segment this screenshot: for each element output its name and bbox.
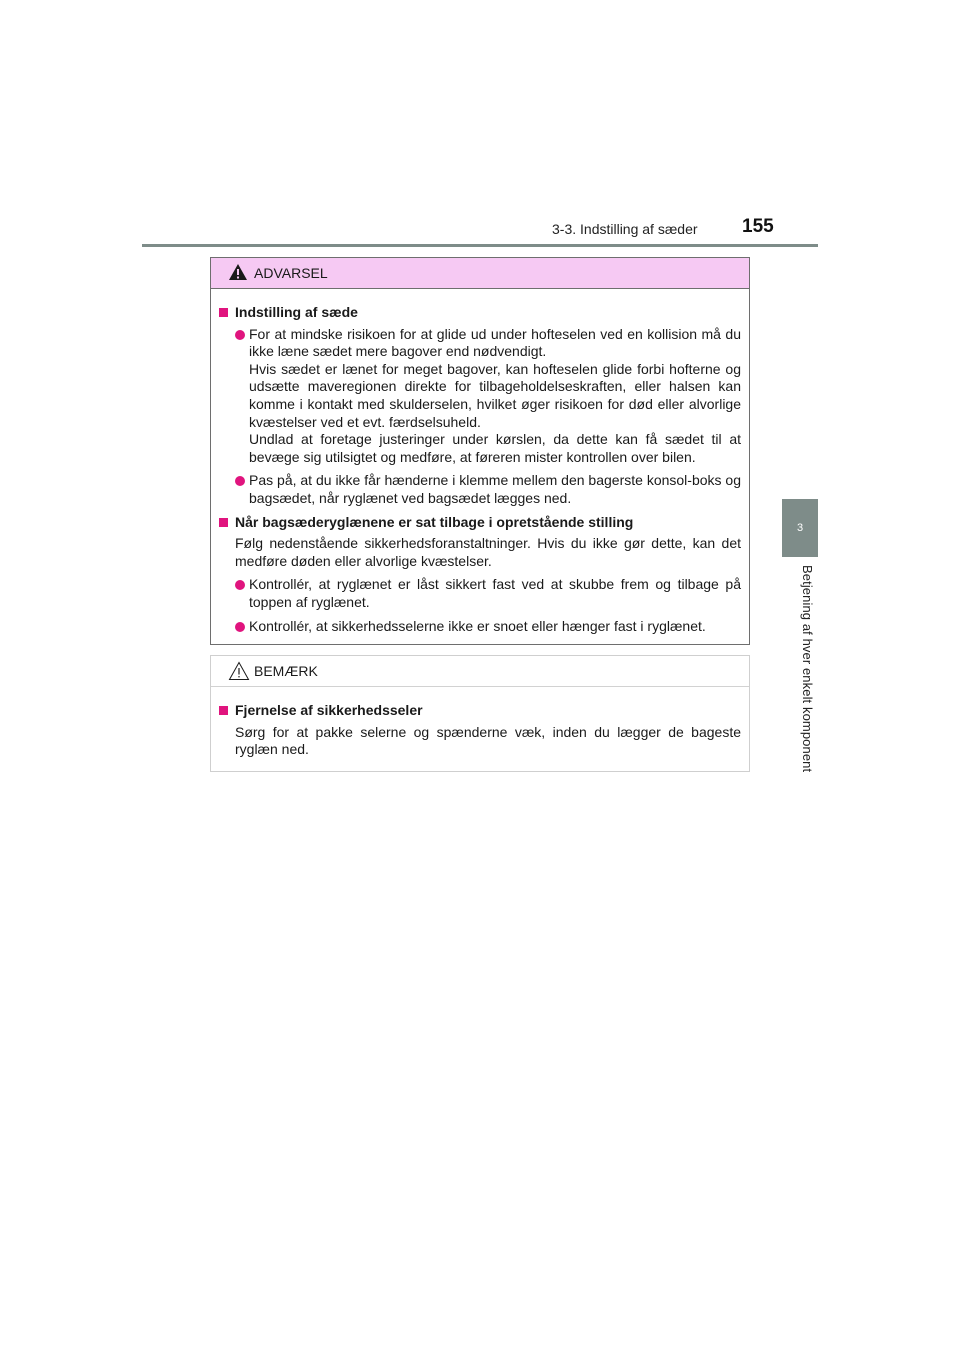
- page-number: 155: [742, 216, 774, 237]
- section-header: 3-3. Indstilling af sæder: [552, 221, 698, 237]
- warning-title: ADVARSEL: [254, 265, 328, 281]
- round-bullet-icon: [235, 476, 245, 486]
- bullet-paragraph: For at mindske risikoen for at glide ud under hofteselen ved en kollision må du ikke læne sædet mere bagover end nødvendigt.: [249, 325, 741, 360]
- round-bullet-icon: [235, 622, 245, 632]
- chapter-number: 3: [796, 522, 804, 534]
- warning-body: [211, 289, 749, 635]
- section-title: Indstilling af sæde: [235, 304, 358, 320]
- notice-body: [211, 687, 749, 759]
- notice-section-seatbelt-removal: [217, 702, 741, 759]
- bullet-item: [235, 326, 741, 467]
- caution-triangle-icon: [228, 661, 250, 681]
- section-title: Fjernelse af sikkerhedsseler: [235, 702, 423, 718]
- bullet-item: [235, 472, 741, 507]
- square-bullet-icon: [219, 518, 228, 527]
- warning-section-rear-seatback: [217, 514, 741, 636]
- warning-header: [211, 258, 749, 289]
- square-bullet-icon: [219, 308, 228, 317]
- bullet-item: [235, 618, 741, 636]
- chapter-title: Betjening af hver enkelt komponent: [800, 565, 815, 773]
- bullet-paragraph: Hvis sædet er lænet for meget bagover, kan hofteselen glide forbi hofterne og udsætte maveregionen direkte for tilbageholdelseskraften, eller halsen kan komme i kontakt med skulderselen, hvilket øger risikoen for død eller alvorlige kvæstelser ved et evt. færdselsuheld.: [249, 360, 741, 430]
- chapter-tab: [782, 499, 818, 557]
- square-bullet-icon: [219, 706, 228, 715]
- warning-section-seat-adjust: [217, 304, 741, 508]
- section-title: Når bagsæderyglænene er sat tilbage i opretstående stilling: [235, 513, 634, 530]
- bullet-paragraph: Undlad at foretage justeringer under kørslen, da dette kan få sædet til at bevæge sig utilsigtet og medføre, at føreren mister kontrollen over bilen.: [249, 431, 741, 465]
- header-rule: [142, 244, 818, 247]
- notice-text: Sørg for at pakke selerne og spænderne væk, inden du lægger de bageste ryglæn ned.: [235, 723, 741, 758]
- notice-title: BEMÆRK: [254, 663, 318, 679]
- section-intro: Følg nedenstående sikkerhedsforanstaltninger. Hvis du ikke gør dette, kan det medføre døden eller alvorlige kvæstelser.: [235, 535, 741, 569]
- warning-box: [210, 257, 750, 645]
- bullet-paragraph: Kontrollér, at sikkerhedsselerne ikke er snoet eller hænger fast i ryglænet.: [249, 617, 706, 634]
- bullet-paragraph: Pas på, at du ikke får hænderne i klemme mellem den bagerste konsol-boks og bagsædet, når ryglænet ved bagsædet lægges ned.: [249, 472, 741, 506]
- bullet-paragraph: Kontrollér, at ryglænet er låst sikkert fast ved at skubbe frem og tilbage på toppen af ryglænet.: [249, 576, 741, 610]
- round-bullet-icon: [235, 580, 245, 590]
- bullet-item: [235, 576, 741, 611]
- notice-header: [211, 656, 749, 687]
- round-bullet-icon: [235, 330, 245, 340]
- warning-triangle-icon: [228, 263, 248, 281]
- notice-box: [210, 655, 750, 772]
